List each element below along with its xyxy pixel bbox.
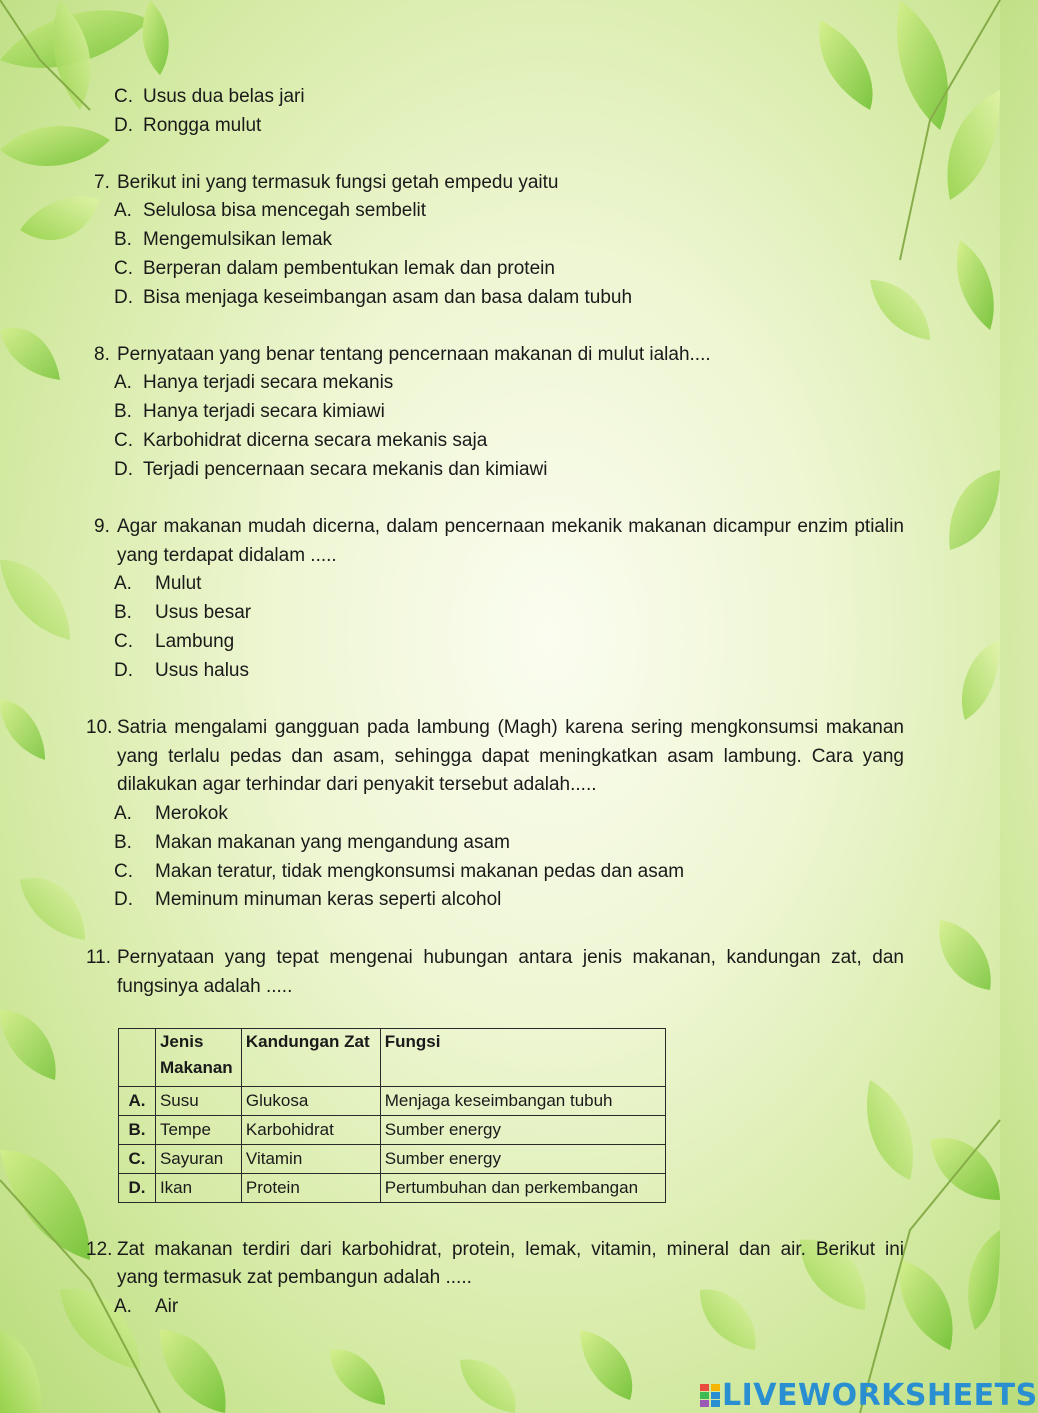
header-line: Jenis xyxy=(159,1032,204,1051)
question-text: Pernyataan yang benar tentang pencernaan makanan di mulut ialah.... xyxy=(117,344,711,365)
question-text: Pernyataan yang tepat mengenai hubungan antara jenis makanan, kandungan zat, dan xyxy=(117,947,904,968)
option-text: Lambung xyxy=(155,631,235,652)
option-text: Merokok xyxy=(155,803,228,824)
table-cell: Sayuran xyxy=(155,1145,241,1174)
table-cell: Karbohidrat xyxy=(241,1116,380,1145)
question-text: fungsinya adalah ..... xyxy=(117,976,293,997)
option-text: Usus halus xyxy=(155,660,249,681)
table-cell: Protein xyxy=(241,1174,380,1203)
option-text: Makan makanan yang mengandung asam xyxy=(155,832,510,853)
table-header-cell xyxy=(155,1029,241,1087)
option-text: Berperan dalam pembentukan lemak dan protein xyxy=(143,258,555,279)
question-number: 11. xyxy=(86,947,112,968)
question-text: Berikut ini yang termasuk fungsi getah empedu yaitu xyxy=(117,172,559,193)
question-number: 10. xyxy=(86,717,113,738)
option-letter: C. xyxy=(114,86,133,107)
table-cell: Vitamin xyxy=(241,1145,380,1174)
question-text: dilakukan agar terhindar dari penyakit tersebut adalah..... xyxy=(117,774,597,795)
option-letter: A. xyxy=(114,372,132,393)
table-cell: Menjaga keseimbangan tubuh xyxy=(380,1087,665,1116)
option-text: Air xyxy=(155,1296,179,1317)
option-text: Mengemulsikan lemak xyxy=(143,229,333,250)
table-cell: Pertumbuhan dan perkembangan xyxy=(380,1174,665,1203)
question-text: Agar makanan mudah dicerna, dalam pencernaan mekanik makanan dicampur enzim ptialin xyxy=(117,516,904,537)
option-text: Hanya terjadi secara kimiawi xyxy=(143,401,385,422)
option-letter: D. xyxy=(114,459,133,480)
table-cell: Sumber energy xyxy=(380,1116,665,1145)
table-cell: A. xyxy=(119,1087,156,1116)
question-number: 8. xyxy=(94,344,110,365)
table-cell: B. xyxy=(119,1116,156,1145)
food-content-table xyxy=(118,1028,666,1203)
table-cell: Susu xyxy=(155,1087,241,1116)
question-text: Satria mengalami gangguan pada lambung (Magh) karena sering mengkonsumsi makanan xyxy=(117,717,904,738)
option-text: Usus dua belas jari xyxy=(143,86,305,107)
table-row xyxy=(119,1174,666,1203)
table-cell: D. xyxy=(119,1174,156,1203)
option-text: Meminum minuman keras seperti alcohol xyxy=(155,889,502,910)
question-text: yang terdapat didalam ..... xyxy=(117,545,337,566)
table-cell: Ikan xyxy=(155,1174,241,1203)
table-cell: Glukosa xyxy=(241,1087,380,1116)
question-number: 12. xyxy=(86,1239,113,1260)
option-text: Selulosa bisa mencegah sembelit xyxy=(143,200,427,221)
table-row xyxy=(119,1145,666,1174)
option-letter: A. xyxy=(114,803,132,824)
option-text: Usus besar xyxy=(155,602,252,623)
option-letter: A. xyxy=(114,573,132,594)
option-text: Mulut xyxy=(155,573,202,594)
table-row xyxy=(119,1116,666,1145)
option-letter: D. xyxy=(114,889,133,910)
table-cell: Sumber energy xyxy=(380,1145,665,1174)
option-letter: A. xyxy=(114,200,132,221)
option-letter: D. xyxy=(114,660,133,681)
liveworksheets-logo-icon xyxy=(700,1384,720,1408)
option-letter: D. xyxy=(114,287,133,308)
option-letter: C. xyxy=(114,430,133,451)
header-line: Makanan xyxy=(159,1058,233,1077)
option-text: Karbohidrat dicerna secara mekanis saja xyxy=(143,430,488,451)
option-letter: C. xyxy=(114,861,133,882)
option-text: Terjadi pencernaan secara mekanis dan kimiawi xyxy=(143,459,548,480)
option-letter: B. xyxy=(114,229,132,250)
option-letter: D. xyxy=(114,115,133,136)
table-header-cell: Kandungan Zat xyxy=(241,1029,380,1087)
option-letter: C. xyxy=(114,631,133,652)
question-text: Zat makanan terdiri dari karbohidrat, protein, lemak, vitamin, mineral dan air. Berikut ini xyxy=(117,1239,904,1260)
question-text: yang termasuk zat pembangun adalah ..... xyxy=(117,1267,472,1288)
question-number: 7. xyxy=(94,172,110,193)
table-cell: Tempe xyxy=(155,1116,241,1145)
question-number: 9. xyxy=(94,516,110,537)
table-header-row xyxy=(119,1029,666,1087)
option-letter: B. xyxy=(114,832,132,853)
option-text: Hanya terjadi secara mekanis xyxy=(143,372,394,393)
liveworksheets-watermark: LIVEWORKSHEETS xyxy=(722,1378,1038,1413)
option-letter: B. xyxy=(114,401,132,422)
option-letter: B. xyxy=(114,602,132,623)
option-text: Rongga mulut xyxy=(143,115,262,136)
table-header-cell: Fungsi xyxy=(380,1029,665,1087)
option-text: Bisa menjaga keseimbangan asam dan basa dalam tubuh xyxy=(143,287,633,308)
option-letter: C. xyxy=(114,258,133,279)
table-cell: C. xyxy=(119,1145,156,1174)
table-row xyxy=(119,1087,666,1116)
question-text: yang terlalu pedas dan asam, sehingga dapat meningkatkan asam lambung. Cara yang xyxy=(117,746,904,767)
table-header-cell xyxy=(119,1029,156,1087)
option-text: Makan teratur, tidak mengkonsumsi makanan pedas dan asam xyxy=(155,861,685,882)
option-letter: A. xyxy=(114,1296,132,1317)
